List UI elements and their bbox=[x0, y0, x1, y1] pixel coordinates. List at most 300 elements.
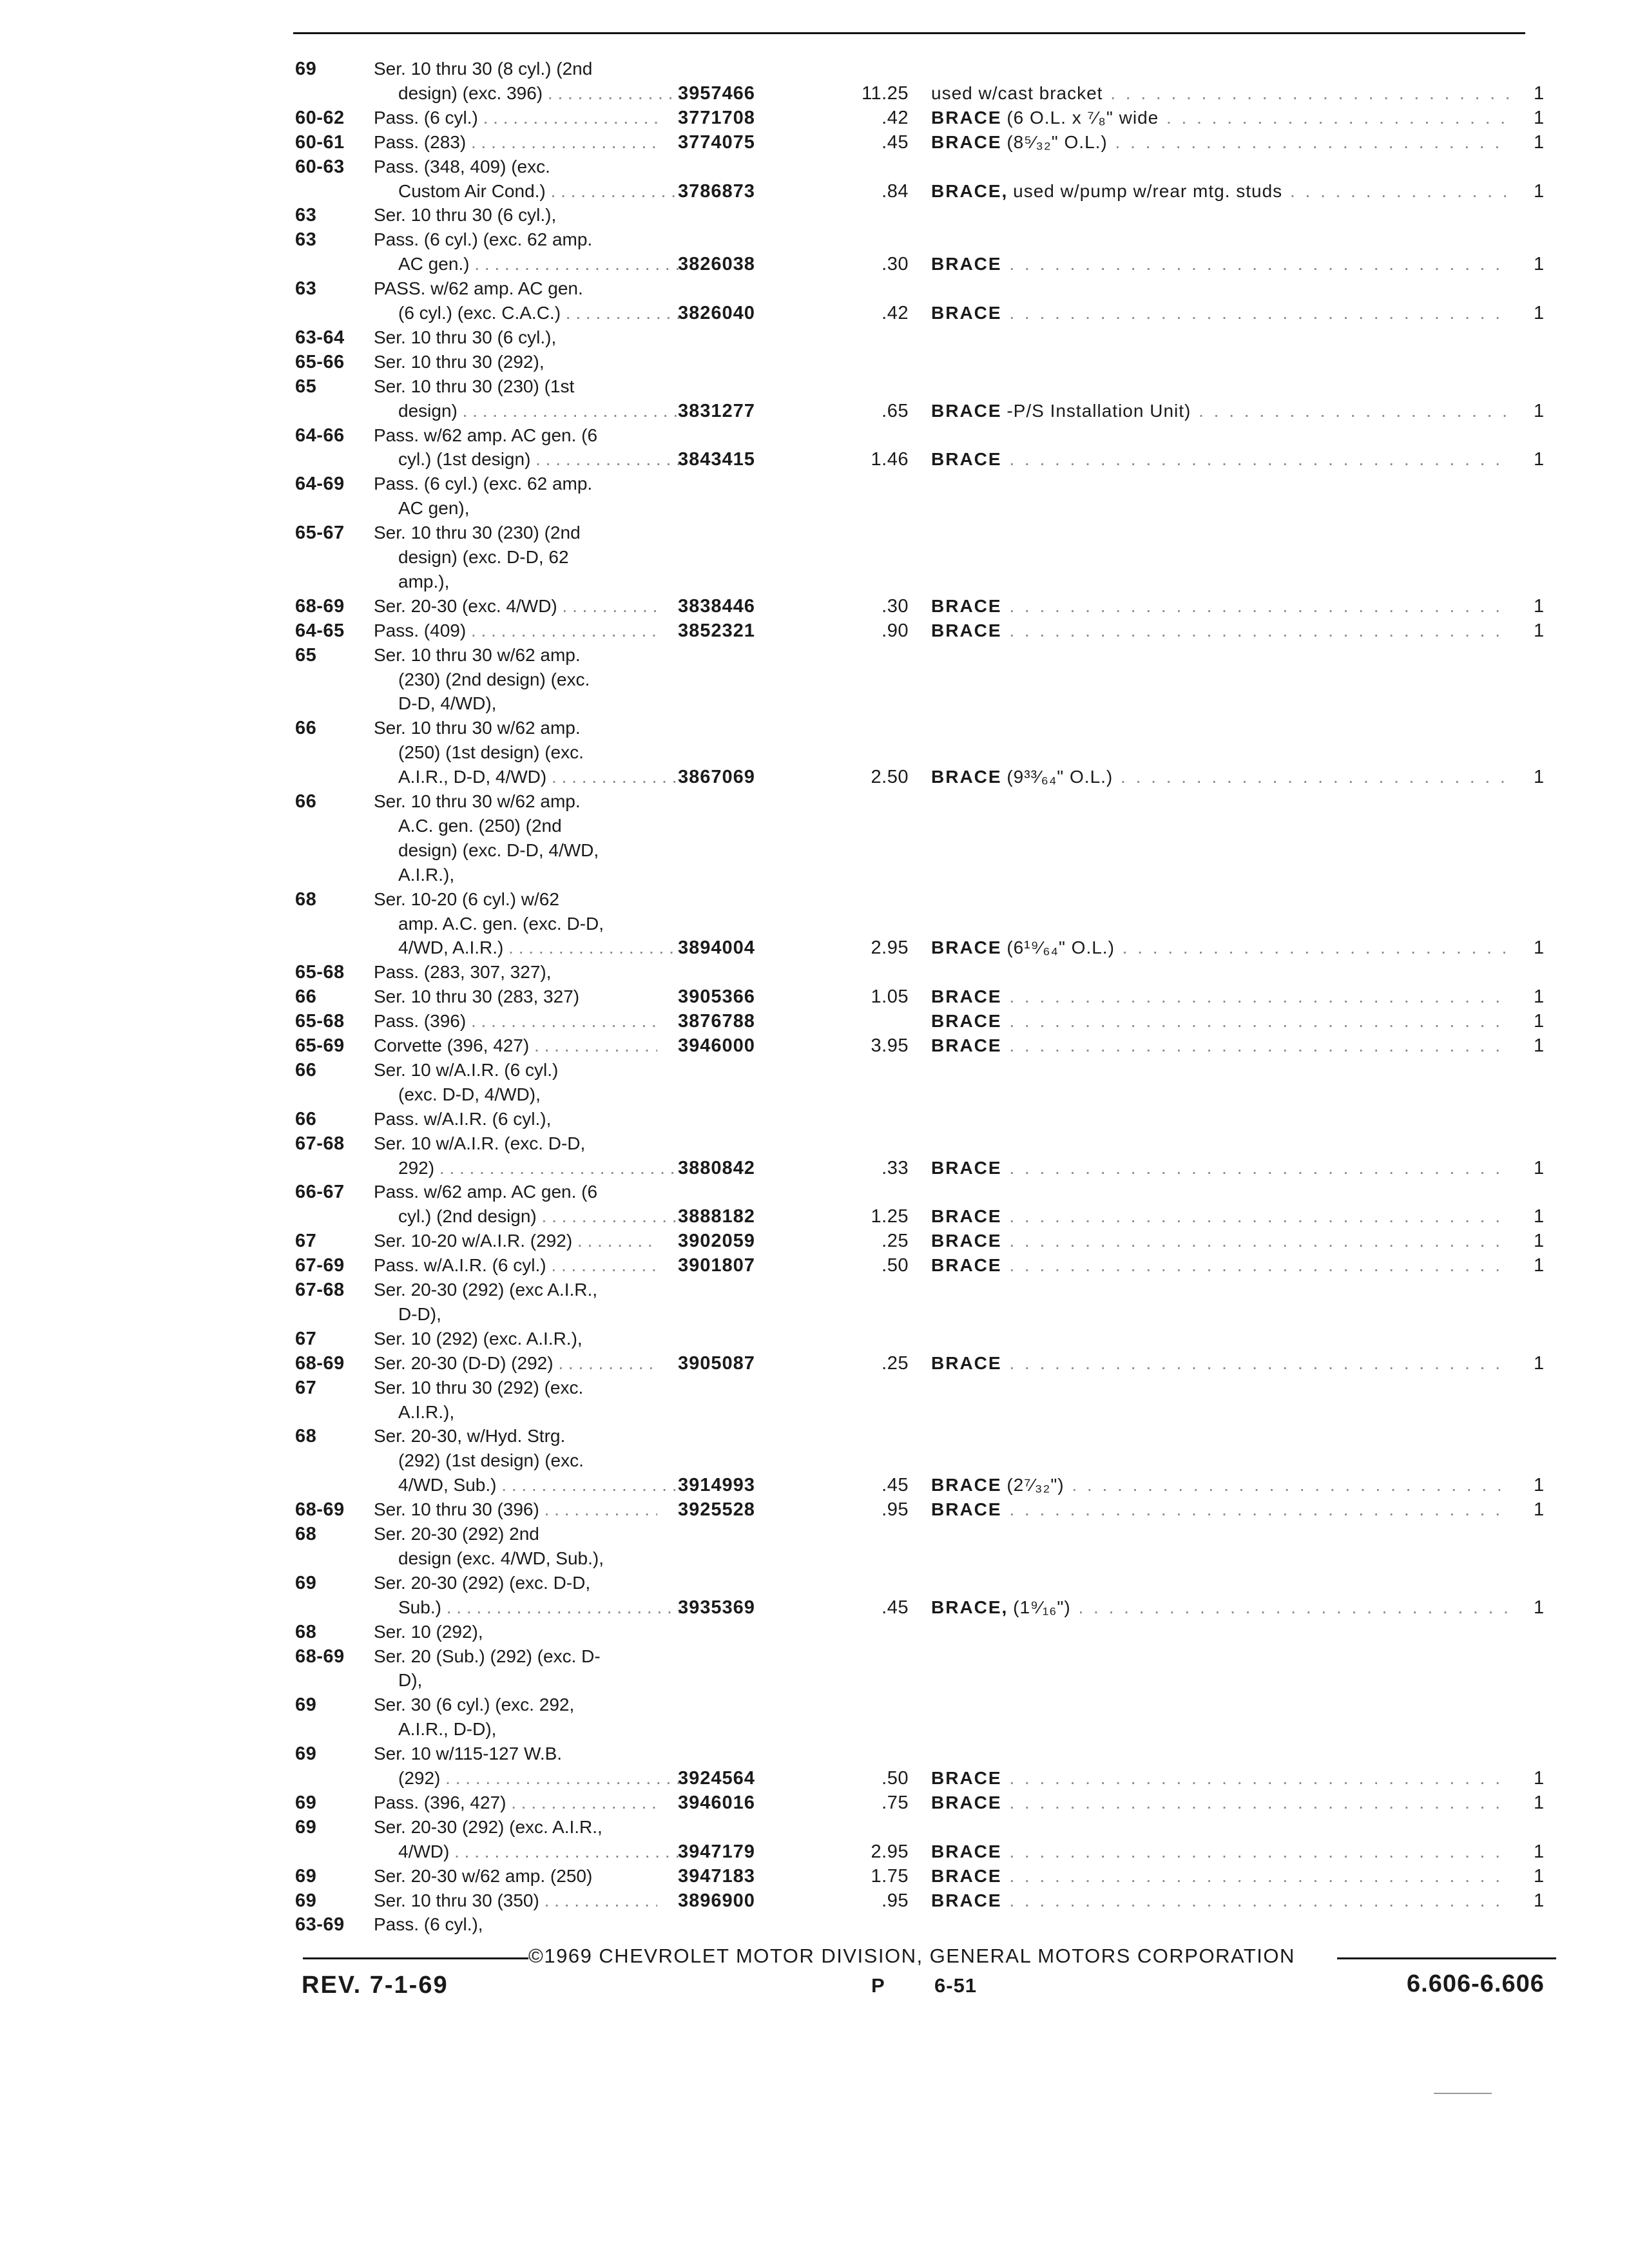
part-number: 3826040 bbox=[678, 303, 755, 323]
model-years: 64-69 bbox=[295, 474, 345, 494]
price: .75 bbox=[882, 1792, 909, 1813]
application: Ser. 20-30 (292) (exc. D-D, bbox=[374, 1573, 591, 1593]
part-number: 3905087 bbox=[678, 1353, 755, 1374]
part-number: 3852321 bbox=[678, 620, 755, 641]
model-years: 64-65 bbox=[295, 620, 345, 641]
application: amp. A.C. gen. (exc. D-D, bbox=[398, 914, 604, 934]
catalog-row bbox=[0, 203, 1629, 227]
catalog-row bbox=[0, 1742, 1629, 1766]
model-years: 65 bbox=[295, 376, 317, 397]
catalog-row bbox=[0, 1668, 1629, 1693]
catalog-row bbox=[0, 570, 1629, 594]
quantity: 1 bbox=[1534, 767, 1545, 787]
model-years: 66 bbox=[295, 1060, 317, 1081]
catalog-row bbox=[0, 1473, 1629, 1497]
model-years: 68 bbox=[295, 1426, 317, 1446]
application: Ser. 20 (Sub.) (292) (exc. D- bbox=[374, 1646, 601, 1666]
model-years: 67-68 bbox=[295, 1280, 345, 1300]
part-number: 3888182 bbox=[678, 1206, 755, 1227]
description bbox=[931, 1791, 1511, 1815]
application: Corvette (396, 427) . . . bbox=[374, 1033, 657, 1058]
catalog-row bbox=[0, 1791, 1629, 1815]
application: A.I.R.), bbox=[398, 865, 455, 885]
quantity: 1 bbox=[1534, 83, 1545, 104]
catalog-row bbox=[0, 1522, 1629, 1546]
quantity: 1 bbox=[1534, 937, 1545, 958]
catalog-row bbox=[0, 789, 1629, 814]
part-number: 3901807 bbox=[678, 1255, 755, 1276]
description-part-name: BRACE, bbox=[931, 181, 1008, 201]
part-number: 3947183 bbox=[678, 1866, 755, 1887]
catalog-row bbox=[0, 1620, 1629, 1644]
footer-rule-left bbox=[303, 1957, 528, 1959]
catalog-row bbox=[0, 1229, 1629, 1253]
quantity: 1 bbox=[1534, 1353, 1545, 1374]
catalog-row bbox=[0, 643, 1629, 668]
quantity: 1 bbox=[1534, 449, 1545, 470]
catalog-row bbox=[0, 399, 1629, 423]
page-number: 6-51 bbox=[934, 1974, 978, 1997]
quantity: 1 bbox=[1534, 1231, 1545, 1251]
price: .30 bbox=[882, 254, 909, 274]
application: A.I.R., D-D, 4/WD) . . . bbox=[398, 765, 682, 789]
application: design) . . . bbox=[398, 399, 682, 423]
application: (230) (2nd design) (exc. bbox=[398, 669, 590, 689]
description-detail: used w/cast bracket bbox=[931, 83, 1103, 103]
price: .45 bbox=[882, 1597, 909, 1618]
part-number: 3935369 bbox=[678, 1597, 755, 1618]
part-number: 3902059 bbox=[678, 1231, 755, 1251]
model-years: 63 bbox=[295, 205, 317, 226]
catalog-row bbox=[0, 765, 1629, 789]
price: .90 bbox=[882, 620, 909, 641]
application: Ser. 10 thru 30 (396) . . . bbox=[374, 1497, 657, 1522]
quantity: 1 bbox=[1534, 1597, 1545, 1618]
part-number: 3894004 bbox=[678, 937, 755, 958]
model-years: 69 bbox=[295, 1866, 317, 1887]
application: Ser. 10 w/115-127 W.B. bbox=[374, 1744, 563, 1763]
catalog-row bbox=[0, 1546, 1629, 1571]
application: AC gen), bbox=[398, 498, 470, 518]
page-letter: P bbox=[871, 1974, 885, 1997]
quantity: 1 bbox=[1534, 132, 1545, 153]
application: D), bbox=[398, 1670, 423, 1690]
quantity: 1 bbox=[1534, 108, 1545, 128]
application: Ser. 20-30 w/62 amp. (250) bbox=[374, 1866, 593, 1886]
application: Ser. 10 thru 30 (8 cyl.) (2nd bbox=[374, 59, 593, 79]
price: 1.25 bbox=[871, 1206, 909, 1227]
price: .45 bbox=[882, 132, 909, 153]
description bbox=[931, 1253, 1511, 1278]
description-detail: used w/pump w/rear mtg. studs bbox=[1013, 181, 1283, 201]
catalog-row bbox=[0, 1009, 1629, 1033]
description-part-name: BRACE bbox=[931, 108, 1002, 128]
footer-rule-right bbox=[1337, 1957, 1556, 1959]
part-number: 3905366 bbox=[678, 986, 755, 1007]
part-number: 3914993 bbox=[678, 1475, 755, 1495]
model-years: 69 bbox=[295, 1817, 317, 1838]
application: Ser. 10 thru 30 (230) (1st bbox=[374, 376, 575, 396]
catalog-row bbox=[0, 545, 1629, 570]
catalog-row bbox=[0, 1400, 1629, 1425]
application: Pass. (348, 409) (exc. bbox=[374, 157, 550, 177]
revision-date: REV. 7-1-69 bbox=[302, 1972, 448, 1999]
description-part-name: BRACE bbox=[931, 1475, 1002, 1495]
description-detail: (1⁹⁄₁₆") bbox=[1013, 1597, 1071, 1617]
catalog-row bbox=[0, 423, 1629, 448]
part-number: 3867069 bbox=[678, 767, 755, 787]
description bbox=[931, 1473, 1511, 1497]
description bbox=[931, 936, 1511, 960]
catalog-row bbox=[0, 1912, 1629, 1937]
application: 4/WD, Sub.) . . . bbox=[398, 1473, 682, 1497]
quantity: 1 bbox=[1534, 1866, 1545, 1887]
model-years: 68-69 bbox=[295, 1353, 345, 1374]
model-years: 68 bbox=[295, 1524, 317, 1544]
description-detail: (6 O.L. x ⁷⁄₈" wide bbox=[1007, 108, 1159, 128]
catalog-row bbox=[0, 227, 1629, 252]
catalog-row bbox=[0, 1204, 1629, 1229]
application: Ser. 10 thru 30 w/62 amp. bbox=[374, 645, 581, 665]
description bbox=[931, 1156, 1511, 1180]
description bbox=[931, 594, 1511, 619]
description bbox=[931, 1497, 1511, 1522]
part-number: 3838446 bbox=[678, 596, 755, 617]
price: .25 bbox=[882, 1231, 909, 1251]
catalog-row bbox=[0, 106, 1629, 130]
description-part-name: BRACE bbox=[931, 767, 1002, 787]
quantity: 1 bbox=[1534, 596, 1545, 617]
quantity: 1 bbox=[1534, 1768, 1545, 1789]
catalog-row bbox=[0, 1595, 1629, 1620]
catalog-row bbox=[0, 1302, 1629, 1327]
application: Pass. w/62 amp. AC gen. (6 bbox=[374, 1182, 598, 1202]
catalog-row bbox=[0, 130, 1629, 155]
part-number: 3771708 bbox=[678, 108, 755, 128]
description-part-name: BRACE bbox=[931, 1158, 1002, 1178]
application: (6 cyl.) (exc. C.A.C.) . . . bbox=[398, 301, 682, 325]
price: .65 bbox=[882, 401, 909, 421]
application: Custom Air Cond.) . . . bbox=[398, 179, 682, 204]
description-part-name: BRACE bbox=[931, 1255, 1002, 1275]
description bbox=[931, 1840, 1511, 1864]
application: Pass. (409) . . . bbox=[374, 619, 657, 643]
part-number: 3947179 bbox=[678, 1841, 755, 1862]
model-years: 66-67 bbox=[295, 1182, 345, 1202]
description bbox=[931, 1888, 1511, 1913]
application: Ser. 10 thru 30 w/62 amp. bbox=[374, 791, 581, 811]
price: 11.25 bbox=[862, 83, 909, 104]
model-years: 65 bbox=[295, 645, 317, 666]
application: Ser. 20-30 (292) (exc A.I.R., bbox=[374, 1280, 598, 1300]
catalog-row bbox=[0, 716, 1629, 740]
catalog-row bbox=[0, 1644, 1629, 1669]
description-part-name: BRACE bbox=[931, 1890, 1002, 1910]
application: Pass. (6 cyl.), bbox=[374, 1914, 483, 1934]
part-number: 3876788 bbox=[678, 1011, 755, 1032]
catalog-row bbox=[0, 1278, 1629, 1302]
application: Sub.) . . . bbox=[398, 1595, 682, 1620]
description-detail: (2⁷⁄₃₂") bbox=[1007, 1475, 1065, 1495]
catalog-row bbox=[0, 740, 1629, 765]
application: Ser. 10 thru 30 (350) . . . bbox=[374, 1888, 657, 1913]
application: Ser. 10 thru 30 (292), bbox=[374, 352, 545, 372]
catalog-row bbox=[0, 1082, 1629, 1107]
application: Pass. (283) . . . bbox=[374, 130, 657, 155]
quantity: 1 bbox=[1534, 1255, 1545, 1276]
model-years: 66 bbox=[295, 986, 317, 1007]
model-years: 65-68 bbox=[295, 962, 345, 983]
model-years: 63-69 bbox=[295, 1914, 345, 1935]
description bbox=[931, 399, 1511, 423]
description bbox=[931, 447, 1511, 472]
description-detail: -P/S Installation Unit) bbox=[1007, 401, 1191, 421]
application: Ser. 10 (292), bbox=[374, 1622, 483, 1642]
description-part-name: BRACE bbox=[931, 1866, 1002, 1886]
price: 2.95 bbox=[871, 1841, 909, 1862]
catalog-row bbox=[0, 619, 1629, 643]
catalog-row bbox=[0, 1327, 1629, 1351]
catalog-row bbox=[0, 594, 1629, 619]
catalog-row bbox=[0, 887, 1629, 912]
catalog-row bbox=[0, 838, 1629, 863]
model-years: 65-68 bbox=[295, 1011, 345, 1032]
model-years: 63 bbox=[295, 278, 317, 299]
application: design) (exc. 396) . . . bbox=[398, 81, 682, 106]
description bbox=[931, 1033, 1511, 1058]
catalog-row bbox=[0, 1156, 1629, 1180]
catalog-row bbox=[0, 472, 1629, 496]
application: Ser. 10 w/A.I.R. (exc. D-D, bbox=[374, 1133, 586, 1153]
application: A.I.R., D-D), bbox=[398, 1719, 497, 1739]
price: .30 bbox=[882, 596, 909, 617]
price: .42 bbox=[882, 303, 909, 323]
description-part-name: BRACE bbox=[931, 254, 1002, 274]
application: (292) . . . bbox=[398, 1766, 682, 1791]
model-years: 60-63 bbox=[295, 157, 345, 177]
description bbox=[931, 619, 1511, 643]
catalog-row bbox=[0, 350, 1629, 374]
application: Ser. 10 thru 30 (6 cyl.), bbox=[374, 327, 557, 347]
description bbox=[931, 106, 1511, 130]
description-part-name: BRACE bbox=[931, 1206, 1002, 1226]
application: Ser. 10 w/A.I.R. (6 cyl.) bbox=[374, 1060, 559, 1080]
description bbox=[931, 1229, 1511, 1253]
description-part-name: BRACE bbox=[931, 449, 1002, 469]
copyright-notice: ©1969 CHEVROLET MOTOR DIVISION, GENERAL MOTORS CORPORATION bbox=[528, 1945, 1295, 1967]
application: Ser. 10-20 w/A.I.R. (292) . . . bbox=[374, 1229, 657, 1253]
application: design) (exc. D-D, 4/WD, bbox=[398, 840, 599, 860]
model-years: 69 bbox=[295, 1744, 317, 1764]
description bbox=[931, 1204, 1511, 1229]
price: .50 bbox=[882, 1768, 909, 1789]
model-years: 68-69 bbox=[295, 596, 345, 617]
model-years: 68 bbox=[295, 889, 317, 910]
part-number: 3925528 bbox=[678, 1499, 755, 1520]
quantity: 1 bbox=[1534, 303, 1545, 323]
part-number: 3826038 bbox=[678, 254, 755, 274]
description bbox=[931, 985, 1511, 1009]
application: 292) . . . bbox=[398, 1156, 682, 1180]
model-years: 66 bbox=[295, 791, 317, 812]
model-years: 60-61 bbox=[295, 132, 345, 153]
part-number: 3957466 bbox=[678, 83, 755, 104]
description bbox=[931, 1864, 1511, 1888]
quantity: 1 bbox=[1534, 1206, 1545, 1227]
catalog-row bbox=[0, 496, 1629, 521]
application: Ser. 20-30 (292) 2nd bbox=[374, 1524, 539, 1544]
application: Ser. 20-30 (292) (exc. A.I.R., bbox=[374, 1817, 602, 1837]
quantity: 1 bbox=[1534, 181, 1545, 202]
application: Ser. 20-30 (D-D) (292) . . . bbox=[374, 1351, 657, 1376]
model-years: 67-68 bbox=[295, 1133, 345, 1154]
description bbox=[931, 1595, 1511, 1620]
catalog-row bbox=[0, 1253, 1629, 1278]
description-part-name: BRACE bbox=[931, 986, 1002, 1006]
model-years: 68-69 bbox=[295, 1646, 345, 1667]
application: Ser. 10 thru 30 (230) (2nd bbox=[374, 523, 581, 543]
catalog-row bbox=[0, 863, 1629, 887]
section-number: 6.606-6.606 bbox=[1407, 1970, 1545, 1997]
catalog-row bbox=[0, 1351, 1629, 1376]
quantity: 1 bbox=[1534, 1792, 1545, 1813]
description-part-name: BRACE bbox=[931, 1499, 1002, 1519]
catalog-row bbox=[0, 1840, 1629, 1864]
part-number: 3843415 bbox=[678, 449, 755, 470]
description-detail: (8⁵⁄₃₂" O.L.) bbox=[1007, 132, 1108, 152]
application: Pass. (396) . . . bbox=[374, 1009, 657, 1033]
catalog-row bbox=[0, 1571, 1629, 1595]
part-number: 3774075 bbox=[678, 132, 755, 153]
catalog-row bbox=[0, 1180, 1629, 1204]
application: (292) (1st design) (exc. bbox=[398, 1450, 584, 1470]
application: amp.), bbox=[398, 572, 450, 591]
price: 1.05 bbox=[871, 986, 909, 1007]
catalog-row bbox=[0, 960, 1629, 985]
part-number: 3880842 bbox=[678, 1158, 755, 1178]
price: .50 bbox=[882, 1255, 909, 1276]
price: .45 bbox=[882, 1475, 909, 1495]
price: .25 bbox=[882, 1353, 909, 1374]
model-years: 65-66 bbox=[295, 352, 345, 372]
application: Pass. (283, 307, 327), bbox=[374, 962, 552, 982]
catalog-row bbox=[0, 57, 1629, 81]
description bbox=[931, 130, 1511, 155]
model-years: 65-67 bbox=[295, 523, 345, 543]
price: 3.95 bbox=[871, 1035, 909, 1056]
part-number: 3896900 bbox=[678, 1890, 755, 1911]
quantity: 1 bbox=[1534, 1011, 1545, 1032]
catalog-row bbox=[0, 1815, 1629, 1840]
catalog-row bbox=[0, 155, 1629, 179]
price: 1.75 bbox=[871, 1866, 909, 1887]
catalog-row bbox=[0, 301, 1629, 325]
application: Pass. w/A.I.R. (6 cyl.), bbox=[374, 1109, 552, 1129]
catalog-row bbox=[0, 1107, 1629, 1131]
description-part-name: BRACE bbox=[931, 1035, 1002, 1055]
part-number: 3946016 bbox=[678, 1792, 755, 1813]
catalog-row bbox=[0, 374, 1629, 399]
application: Ser. 10 thru 30 (6 cyl.), bbox=[374, 205, 557, 225]
price: 2.50 bbox=[871, 767, 909, 787]
description-part-name: BRACE, bbox=[931, 1597, 1008, 1617]
quantity: 1 bbox=[1534, 254, 1545, 274]
price: 2.95 bbox=[871, 937, 909, 958]
model-years: 67 bbox=[295, 1231, 317, 1251]
application: design) (exc. D-D, 62 bbox=[398, 547, 569, 567]
catalog-row bbox=[0, 936, 1629, 960]
part-number: 3786873 bbox=[678, 181, 755, 202]
catalog-row bbox=[0, 1058, 1629, 1082]
quantity: 1 bbox=[1534, 1499, 1545, 1520]
description-detail: (6¹⁹⁄₆₄" O.L.) bbox=[1007, 937, 1115, 957]
catalog-row bbox=[0, 1888, 1629, 1913]
application: D-D, 4/WD), bbox=[398, 693, 497, 713]
description bbox=[931, 301, 1511, 325]
application: Pass. (6 cyl.) (exc. 62 amp. bbox=[374, 229, 593, 249]
part-number: 3924564 bbox=[678, 1768, 755, 1789]
application: Ser. 20-30 (exc. 4/WD) . . . bbox=[374, 594, 657, 619]
quantity: 1 bbox=[1534, 1841, 1545, 1862]
description bbox=[931, 81, 1511, 106]
application: AC gen.) . . . bbox=[398, 252, 682, 276]
description-part-name: BRACE bbox=[931, 596, 1002, 616]
application: Ser. 20-30, w/Hyd. Strg. bbox=[374, 1426, 566, 1446]
description-detail: (9³³⁄₆₄" O.L.) bbox=[1007, 767, 1113, 787]
description-part-name: BRACE bbox=[931, 937, 1002, 957]
model-years: 66 bbox=[295, 718, 317, 738]
model-years: 66 bbox=[295, 1109, 317, 1129]
description-part-name: BRACE bbox=[931, 1841, 1002, 1861]
application: design (exc. 4/WD, Sub.), bbox=[398, 1548, 604, 1568]
description-part-name: BRACE bbox=[931, 1353, 1002, 1373]
model-years: 63 bbox=[295, 229, 317, 250]
catalog-row bbox=[0, 325, 1629, 350]
price: .95 bbox=[882, 1890, 909, 1911]
catalog-row bbox=[0, 1717, 1629, 1742]
application: Pass. w/62 amp. AC gen. (6 bbox=[374, 425, 598, 445]
quantity: 1 bbox=[1534, 1890, 1545, 1911]
model-years: 65-69 bbox=[295, 1035, 345, 1056]
application: D-D), bbox=[398, 1304, 441, 1324]
application: Ser. 10 (292) (exc. A.I.R.), bbox=[374, 1329, 583, 1349]
catalog-row bbox=[0, 276, 1629, 301]
catalog-row bbox=[0, 447, 1629, 472]
quantity: 1 bbox=[1534, 1158, 1545, 1178]
catalog-row bbox=[0, 1448, 1629, 1473]
catalog-row bbox=[0, 668, 1629, 692]
description-part-name: BRACE bbox=[931, 303, 1002, 323]
description-part-name: BRACE bbox=[931, 1768, 1002, 1788]
quantity: 1 bbox=[1534, 1035, 1545, 1056]
part-number: 3831277 bbox=[678, 401, 755, 421]
catalog-row bbox=[0, 1693, 1629, 1717]
model-years: 64-66 bbox=[295, 425, 345, 446]
model-years: 68-69 bbox=[295, 1499, 345, 1520]
model-years: 69 bbox=[295, 1792, 317, 1813]
price: .42 bbox=[882, 108, 909, 128]
description bbox=[931, 179, 1511, 204]
application: A.C. gen. (250) (2nd bbox=[398, 816, 562, 836]
application: Ser. 10 thru 30 w/62 amp. bbox=[374, 718, 581, 738]
quantity: 1 bbox=[1534, 620, 1545, 641]
scan-mark bbox=[1434, 2093, 1492, 2094]
model-years: 69 bbox=[295, 1890, 317, 1911]
quantity: 1 bbox=[1534, 986, 1545, 1007]
catalog-row bbox=[0, 1424, 1629, 1448]
catalog-row bbox=[0, 1376, 1629, 1400]
quantity: 1 bbox=[1534, 1475, 1545, 1495]
